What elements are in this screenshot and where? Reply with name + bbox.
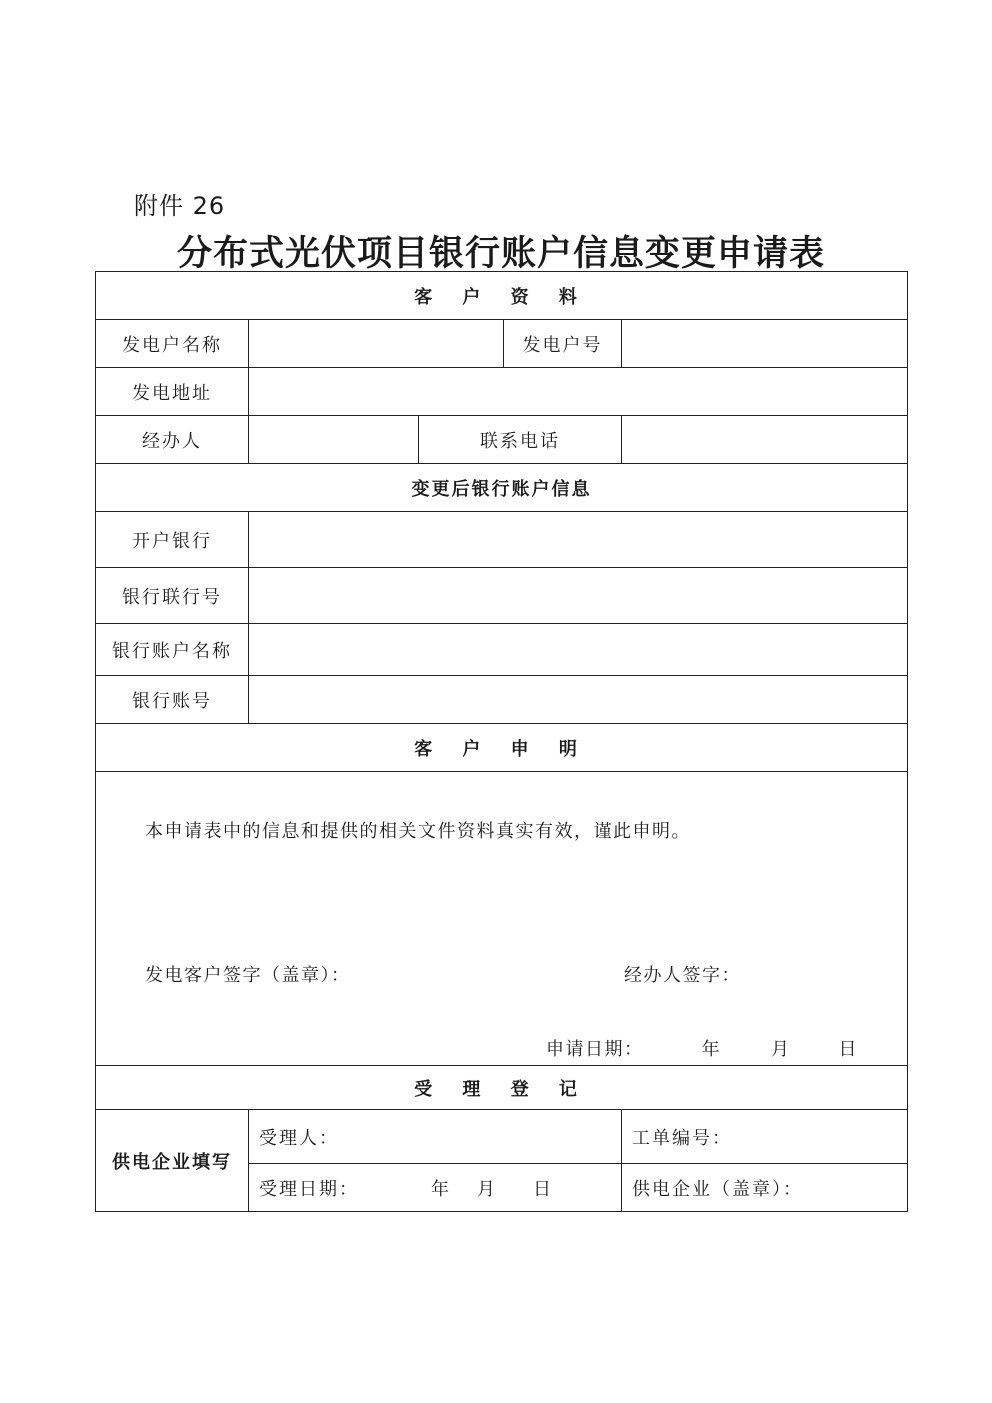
customer-number-label: 发电户号	[504, 320, 622, 368]
receive-date[interactable]	[249, 1164, 622, 1212]
customer-signature-label: 发电客户签字（盖章）：	[145, 964, 351, 986]
address-field[interactable]	[249, 368, 908, 416]
receive-date-year: 年	[431, 1178, 451, 1200]
application-form-table	[95, 271, 908, 1212]
address-label: 发电地址	[96, 368, 249, 416]
account-name-label: 银行账户名称	[96, 624, 249, 676]
handler-signature-label: 经办人签字：	[624, 964, 741, 986]
customer-number-field[interactable]	[622, 320, 908, 368]
bank-code-field[interactable]	[249, 568, 908, 624]
application-date-year: 年	[701, 1038, 721, 1060]
application-date-label: 申请日期：	[546, 1038, 644, 1060]
handler-label: 经办人	[96, 416, 249, 464]
account-number-label: 银行账号	[96, 676, 249, 724]
declaration-statement: 本申请表中的信息和提供的相关文件资料真实有效，谨此申明。	[145, 820, 691, 842]
bank-info-section-title: 变更后银行账户信息	[96, 464, 908, 512]
application-date-day: 日	[838, 1038, 858, 1060]
handler-field[interactable]	[249, 416, 419, 464]
customer-name-label: 发电户名称	[96, 320, 249, 368]
bank-field[interactable]	[249, 512, 908, 568]
bank-label: 开户银行	[96, 512, 249, 568]
receive-date-label: 受理日期：	[259, 1178, 359, 1200]
form-title: 分布式光伏项目银行账户信息变更申请表	[176, 233, 825, 274]
application-date	[546, 1035, 858, 1061]
company-seal-label[interactable]: 供电企业（盖章）：	[622, 1164, 908, 1212]
receive-date-day: 日	[533, 1178, 553, 1200]
application-date-month: 月	[771, 1038, 791, 1060]
bank-code-label: 银行联行号	[96, 568, 249, 624]
declaration-section-title: 客 户 申 明	[96, 724, 908, 772]
receiver-label[interactable]: 受理人：	[249, 1110, 622, 1164]
phone-field[interactable]	[622, 416, 908, 464]
account-number-field[interactable]	[249, 676, 908, 724]
receive-date-month: 月	[477, 1178, 497, 1200]
customer-name-field[interactable]	[249, 320, 504, 368]
declaration-cell	[96, 772, 908, 1066]
registration-section-title: 受 理 登 记	[96, 1066, 908, 1110]
power-company-side-label: 供电企业填写	[96, 1110, 249, 1212]
account-name-field[interactable]	[249, 624, 908, 676]
order-number-label[interactable]: 工单编号：	[622, 1110, 908, 1164]
attachment-number: 附件 26	[134, 192, 226, 220]
customer-info-section-title: 客 户 资 料	[96, 272, 908, 320]
phone-label: 联系电话	[419, 416, 622, 464]
